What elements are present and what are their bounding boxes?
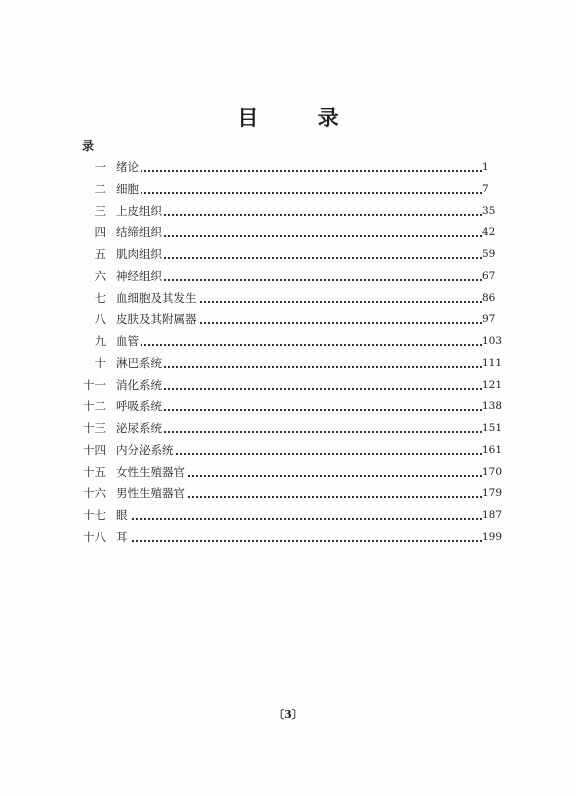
toc-dot-leader xyxy=(116,257,482,259)
toc-entry xyxy=(0,223,576,241)
toc-entry-page: 179 xyxy=(482,484,512,502)
toc-entry-page: 7 xyxy=(482,180,512,198)
toc-entry-label: 内分泌系统 xyxy=(116,442,174,457)
toc-entry-number: 十五 xyxy=(83,464,106,479)
toc-entry xyxy=(0,310,576,328)
toc-dot-leader xyxy=(116,518,482,520)
toc-entry-page: 121 xyxy=(482,376,512,394)
toc-entry-page: 1 xyxy=(482,158,512,176)
toc-entry-page: 103 xyxy=(482,332,512,350)
toc-entry-number: 十八 xyxy=(83,529,106,544)
toc-entry-number: 十 xyxy=(94,355,106,370)
toc-entry-page: 59 xyxy=(482,245,512,263)
toc-dot-leader xyxy=(116,279,482,281)
toc-entry-number: 五 xyxy=(94,247,106,261)
toc-entry-label: 结缔组织 xyxy=(116,225,162,240)
toc-entry-label: 肌肉组织 xyxy=(116,247,162,261)
toc-entry-page: 161 xyxy=(482,441,512,459)
page-number-folio: 〔3〕 xyxy=(273,708,303,721)
toc-entry-number: 一 xyxy=(94,160,106,174)
toc-entry-page: 111 xyxy=(482,354,512,372)
toc-entry-number: 三 xyxy=(94,203,106,218)
toc-entry-label: 耳 xyxy=(116,529,128,544)
toc-entry-number: 八 xyxy=(94,312,106,327)
toc-entry-label: 消化系统 xyxy=(116,377,162,392)
toc-entry xyxy=(0,354,576,372)
toc-entry-number: 十二 xyxy=(83,399,106,414)
toc-entry xyxy=(0,484,576,502)
toc-entry-label: 血管 xyxy=(116,334,139,348)
toc-entry-label: 上皮组织 xyxy=(116,203,162,218)
toc-dot-leader xyxy=(116,235,482,237)
toc-dot-leader xyxy=(116,344,482,346)
toc-entry-label: 男性生殖器官 xyxy=(116,486,185,501)
toc-entry-page: 187 xyxy=(482,506,512,524)
toc-entry-label: 淋巴系统 xyxy=(116,355,162,370)
toc-entry-number: 七 xyxy=(94,290,106,305)
toc-entry-label: 皮肤及其附属器 xyxy=(116,312,197,327)
toc-entry xyxy=(0,463,576,481)
toc-entry xyxy=(0,332,576,350)
toc-dot-leader xyxy=(116,214,482,216)
toc-entry xyxy=(0,245,576,263)
page-title: 目 录 xyxy=(237,105,365,130)
toc-entry-page: 67 xyxy=(482,267,512,285)
toc-entry-number: 二 xyxy=(94,181,106,196)
toc-entry-label: 神经组织 xyxy=(116,268,162,283)
toc-entry-label: 眼 xyxy=(116,508,128,522)
toc-entry-page: 97 xyxy=(482,310,512,328)
toc-entry xyxy=(0,289,576,307)
toc-entry xyxy=(0,506,576,524)
toc-entry-number: 十七 xyxy=(83,508,106,522)
toc-entry-number: 六 xyxy=(94,268,106,283)
toc-entry-page: 170 xyxy=(482,463,512,481)
toc-entry xyxy=(0,180,576,198)
toc-entry xyxy=(0,441,576,459)
toc-entry-label: 血细胞及其发生 xyxy=(116,290,197,305)
toc-dot-leader xyxy=(116,431,482,433)
toc-entry-page: 42 xyxy=(482,223,512,241)
toc-entry xyxy=(0,528,576,546)
toc-entry-number: 十三 xyxy=(83,421,106,435)
toc-entry-page: 35 xyxy=(482,202,512,220)
toc-entry xyxy=(0,397,576,415)
toc-dot-leader xyxy=(116,366,482,368)
toc-entry xyxy=(0,202,576,220)
toc-entry xyxy=(0,267,576,285)
toc-dot-leader xyxy=(116,170,482,172)
toc-dot-leader xyxy=(116,192,482,194)
toc-entry-label: 女性生殖器官 xyxy=(116,464,185,479)
corner-mark: 录 xyxy=(82,139,95,153)
toc-entry-label: 呼吸系统 xyxy=(116,399,162,414)
toc-entry-number: 十六 xyxy=(83,486,106,501)
toc-entry xyxy=(0,376,576,394)
toc-entry-page: 86 xyxy=(482,289,512,307)
toc-entry-page: 138 xyxy=(482,397,512,415)
toc-dot-leader xyxy=(116,388,482,390)
toc-dot-leader xyxy=(116,540,482,542)
toc-entry-number: 九 xyxy=(94,334,106,348)
toc-entry xyxy=(0,158,576,176)
toc-entry xyxy=(0,419,576,437)
toc-entry-page: 151 xyxy=(482,419,512,437)
toc-dot-leader xyxy=(116,409,482,411)
toc-entry-page: 199 xyxy=(482,528,512,546)
toc-entry-number: 十四 xyxy=(83,442,106,457)
toc-entry-number: 十一 xyxy=(83,377,106,392)
toc-entry-label: 泌尿系统 xyxy=(116,421,162,435)
toc-entry-label: 绪论 xyxy=(116,160,139,174)
toc-entry-label: 细胞 xyxy=(116,181,139,196)
toc-entry-number: 四 xyxy=(94,225,106,240)
